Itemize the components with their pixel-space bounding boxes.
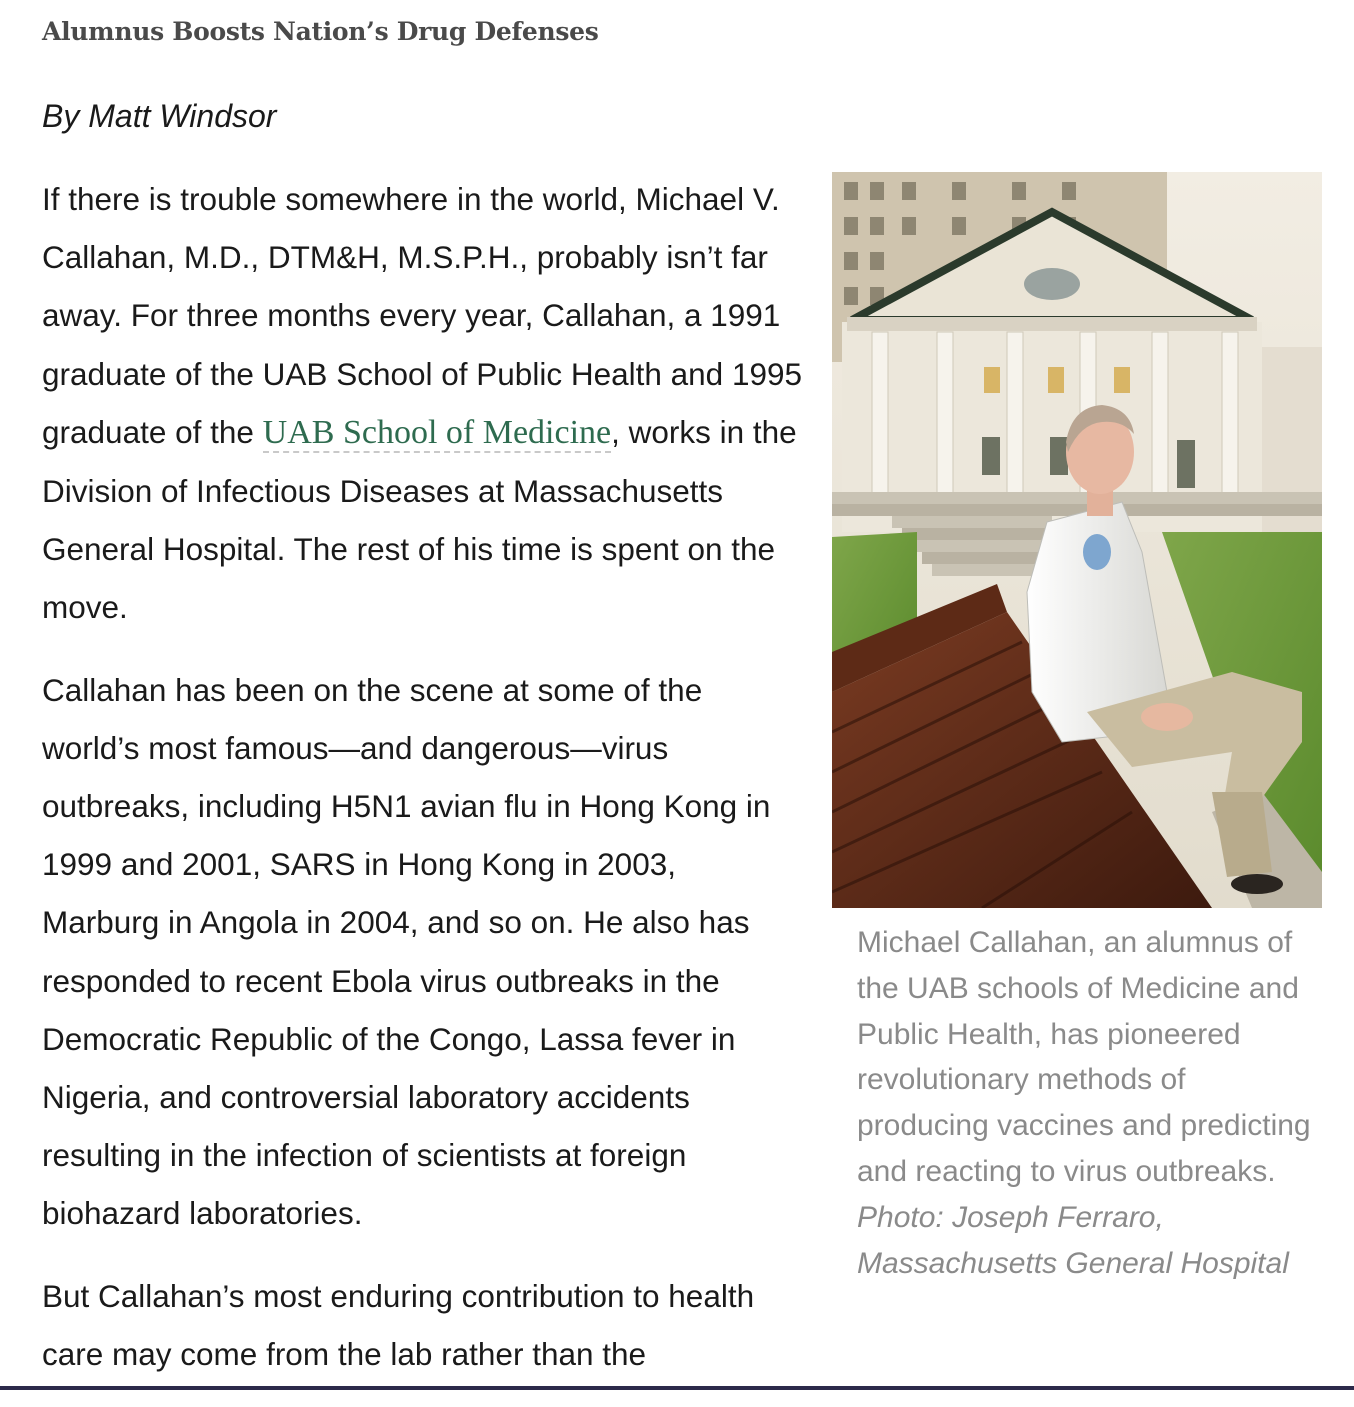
bottom-border (0, 1386, 1354, 1390)
uab-school-of-medicine-link[interactable]: UAB School of Medicine (262, 413, 612, 451)
paragraph-3: But Callahan’s most enduring contribution to health care may come from the lab rather than the (42, 1277, 755, 1372)
paragraph-1 (42, 170, 802, 637)
article-body (42, 170, 802, 1407)
article-title: Alumnus Boosts Nation’s Drug Defenses (42, 17, 599, 46)
byline: By Matt Windsor (42, 98, 277, 134)
caption-text: Michael Callahan, an alumnus of the UAB schools of Medicine and Public Health, has pioneered revolutionary methods of producing vaccines and predicting and reacting to virus outbreaks. (857, 926, 1311, 1188)
photo-figure (832, 172, 1322, 1286)
paragraph-1-text-start: If there is trouble somewhere in the world, Michael V. Callahan, M.D., DTM&H, M.S.P.H., probably isn’t far away. For three months every year, Callahan, a 1991 graduate of the UAB School of Public Health and 1995 graduate of the (42, 181, 803, 450)
photo-caption (832, 908, 1322, 1286)
callahan-portrait-photo (832, 172, 1322, 908)
photo-credit: Photo: Joseph Ferraro, Massachusetts General Hospital (857, 1200, 1289, 1280)
paragraph-1-text-end: , works in the Division of Infectious Diseases at Massachusetts General Hospital. The rest of his time is spent on the move. (42, 413, 797, 626)
paragraph-2: Callahan has been on the scene at some of the world’s most famous—and dangerous—virus outbreaks, including H5N1 avian flu in Hong Kong in 1999 and 2001, SARS in Hong Kong in 2003, Marburg in Angola in 2004, and so on. He also has responded to recent Ebola virus outbreaks in the Democratic Republic of the Congo, Lassa fever in Nigeria, and controversial laboratory accidents resulting in the infection of scientists at foreign biohazard laboratories. (42, 671, 771, 1232)
